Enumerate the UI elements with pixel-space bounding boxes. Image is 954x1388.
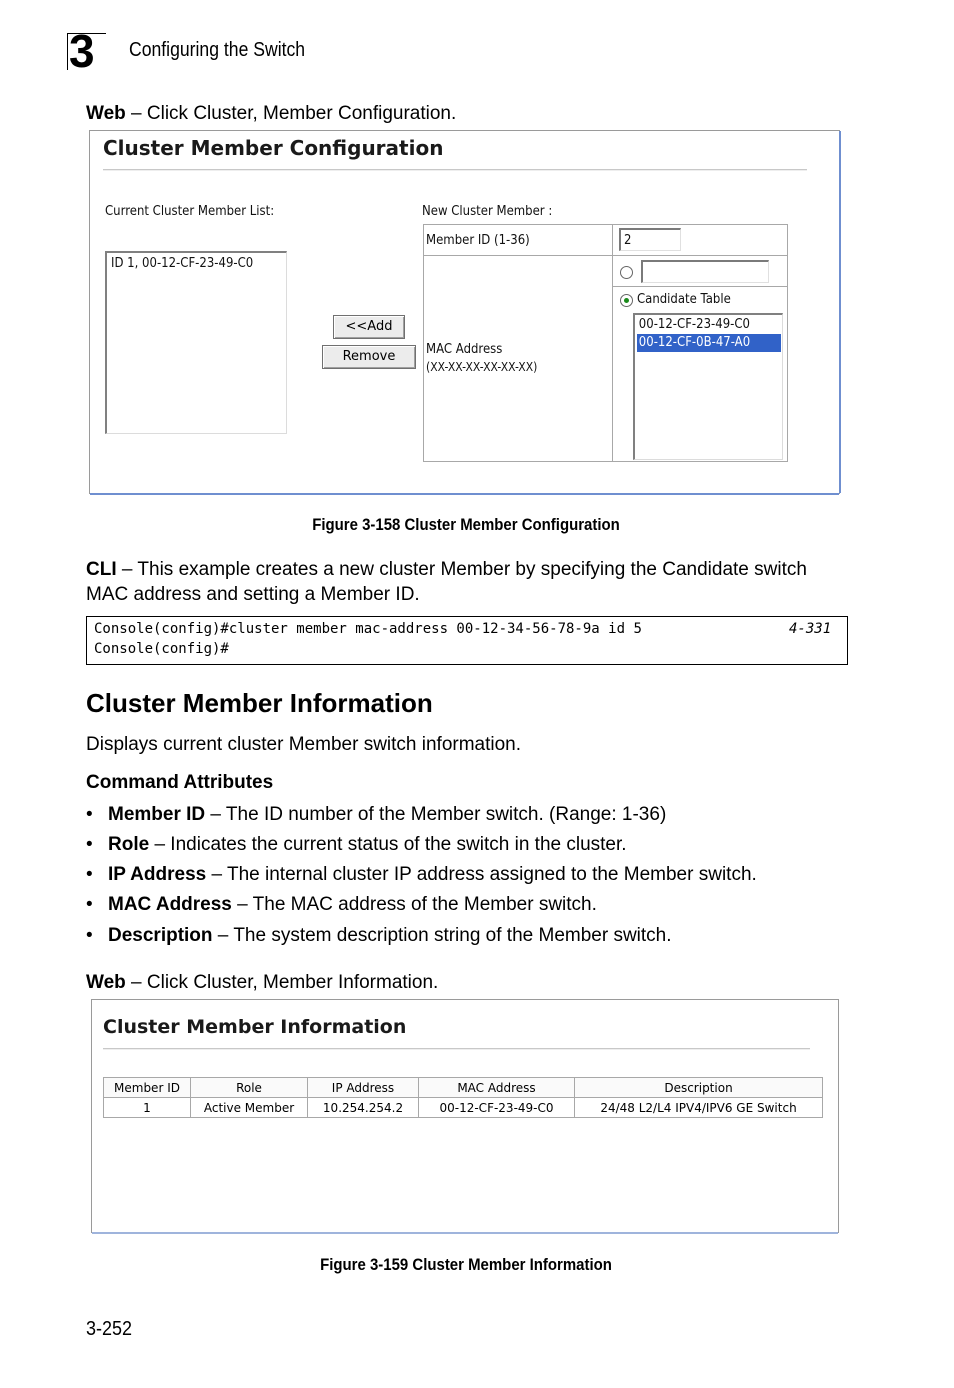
mac-address-format: (XX-XX-XX-XX-XX-XX)	[426, 360, 538, 374]
current-member-listbox[interactable]	[105, 251, 287, 434]
member-information-table	[103, 1077, 823, 1118]
cell-mac-address: 00-12-CF-23-49-C0	[419, 1098, 575, 1118]
attribute-item	[86, 892, 597, 917]
panel-edge	[92, 1232, 838, 1234]
new-member-label: New Cluster Member :	[422, 204, 553, 219]
cell-role: Active Member	[191, 1098, 308, 1118]
cli-instruction-text: – This example creates a new cluster Member by specifying the Candidate switch MAC address and setting a Member ID.	[86, 559, 807, 605]
attribute-term: Role	[108, 834, 150, 855]
attribute-item	[86, 832, 627, 857]
attribute-text: – The internal cluster IP address assigned to the Member switch.	[206, 864, 757, 885]
figure-159-caption: Figure 3-159 Cluster Member Information	[320, 1255, 612, 1274]
member-id-input-cell	[612, 224, 788, 256]
bullet: •	[86, 925, 93, 946]
mac-text-radio[interactable]	[620, 266, 633, 279]
remove-button[interactable]: Remove	[322, 345, 416, 369]
table-header-row	[104, 1078, 823, 1098]
title-divider	[103, 169, 807, 171]
attribute-term: MAC Address	[108, 894, 232, 915]
attribute-term: Description	[108, 925, 213, 946]
member-id-label: Member ID (1-36)	[426, 233, 530, 248]
bullet: •	[86, 894, 93, 915]
member-id-label-cell	[423, 224, 613, 256]
table-row	[104, 1098, 823, 1118]
web-instruction-1	[86, 101, 456, 126]
attribute-text: – The system description string of the Member switch.	[212, 925, 672, 946]
column-header-mac-address: MAC Address	[419, 1078, 575, 1098]
code-line-1: Console(config)#cluster member mac-address 00-12-34-56-78-9a id 5	[94, 621, 642, 637]
section-heading: Cluster Member Information	[86, 688, 433, 718]
cluster-member-information-panel	[91, 999, 839, 1233]
member-id-value: 2	[624, 233, 632, 248]
mac-address-label: MAC Address	[426, 342, 503, 357]
candidate-listbox[interactable]	[633, 313, 783, 460]
current-member-list-label: Current Cluster Member List:	[105, 204, 275, 219]
panel-title: Cluster Member Configuration	[103, 136, 444, 160]
web-label: Web	[86, 972, 126, 993]
chapter-number: 3	[69, 25, 95, 77]
mac-address-label-cell	[423, 255, 613, 462]
bullet: •	[86, 864, 93, 885]
member-id-input[interactable]	[619, 228, 681, 251]
candidate-table-radio[interactable]	[620, 294, 633, 307]
column-header-description: Description	[575, 1078, 823, 1098]
attribute-term: Member ID	[108, 804, 206, 825]
cli-label: CLI	[86, 559, 117, 580]
attribute-text: – Indicates the current status of the switch in the cluster.	[149, 834, 627, 855]
panel-edge	[90, 493, 839, 495]
list-item-selected[interactable]: 00-12-CF-0B-47-A0	[637, 334, 781, 352]
list-item[interactable]: 00-12-CF-23-49-C0	[638, 317, 750, 332]
candidate-table-cell	[612, 286, 788, 462]
bullet: •	[86, 834, 93, 855]
web-label: Web	[86, 103, 126, 124]
section-description: Displays current cluster Member switch information.	[86, 734, 522, 755]
attribute-item	[86, 862, 757, 887]
mac-address-input[interactable]	[641, 260, 769, 283]
web-instruction-text: – Click Cluster, Member Information.	[125, 972, 439, 993]
bullet: •	[86, 804, 93, 825]
web-instruction-text: – Click Cluster, Member Configuration.	[125, 103, 457, 124]
page-number: 3-252	[86, 1318, 133, 1340]
cli-instruction	[86, 557, 826, 607]
mac-text-cell	[612, 255, 788, 287]
column-header-ip-address: IP Address	[308, 1078, 419, 1098]
attribute-item	[86, 923, 672, 948]
candidate-table-label: Candidate Table	[637, 292, 731, 307]
code-line-2: Console(config)#	[94, 641, 229, 657]
running-title: Configuring the Switch	[129, 39, 306, 61]
figure-158-caption: Figure 3-158 Cluster Member Configuration	[312, 515, 620, 534]
cell-ip-address: 10.254.254.2	[308, 1098, 419, 1118]
cluster-member-configuration-panel	[89, 130, 840, 494]
column-header-role: Role	[191, 1078, 308, 1098]
title-divider	[103, 1048, 810, 1050]
command-attributes-heading: Command Attributes	[86, 772, 274, 793]
attribute-item	[86, 802, 666, 827]
attribute-term: IP Address	[108, 864, 207, 885]
web-instruction-2	[86, 970, 438, 995]
panel-title: Cluster Member Information	[103, 1016, 407, 1038]
list-item[interactable]: ID 1, 00-12-CF-23-49-C0	[111, 256, 254, 271]
attribute-text: – The ID number of the Member switch. (Range: 1-36)	[205, 804, 667, 825]
add-button[interactable]: <<Add	[333, 315, 405, 339]
cli-code-block	[86, 616, 848, 665]
attribute-text: – The MAC address of the Member switch.	[231, 894, 597, 915]
cell-description: 24/48 L2/L4 IPV4/IPV6 GE Switch	[575, 1098, 823, 1118]
column-header-member-id: Member ID	[104, 1078, 191, 1098]
code-line-1-reference: 4-331	[789, 621, 832, 637]
cell-member-id: 1	[104, 1098, 191, 1118]
panel-edge	[839, 131, 841, 493]
